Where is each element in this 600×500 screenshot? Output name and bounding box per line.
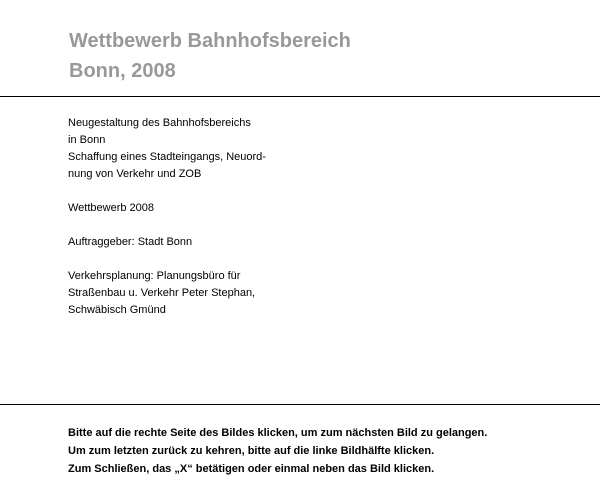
page-title-line-1: Wettbewerb Bahnhofsbereich bbox=[69, 30, 351, 52]
client-text: Auftraggeber: Stadt Bonn bbox=[68, 236, 193, 248]
instruction-previous: Um zum letzten zurück zu kehren, bitte auf die linke Bildhälfte klicken. bbox=[68, 445, 435, 457]
page-title-line-2: Bonn, 2008 bbox=[69, 60, 176, 82]
project-line: in Bonn bbox=[68, 134, 106, 146]
competition-year bbox=[68, 200, 368, 217]
client-info bbox=[68, 234, 368, 251]
project-line: Schaffung eines Stadteingangs, Neuord- bbox=[68, 151, 266, 163]
project-line: nung von Verkehr und ZOB bbox=[68, 168, 202, 180]
project-summary bbox=[68, 115, 368, 183]
page-title bbox=[69, 26, 351, 86]
traffic-planning-info bbox=[68, 268, 368, 319]
bottom-divider bbox=[0, 404, 600, 405]
instruction-next: Bitte auf die rechte Seite des Bildes klicken, um zum nächsten Bild zu gelangen. bbox=[68, 427, 488, 439]
traffic-line: Schwäbisch Gmünd bbox=[68, 304, 166, 316]
instruction-close: Zum Schließen, das „X“ betätigen oder einmal neben das Bild klicken. bbox=[68, 463, 435, 475]
header bbox=[0, 0, 600, 96]
navigation-instructions bbox=[68, 424, 588, 478]
traffic-line: Straßenbau u. Verkehr Peter Stephan, bbox=[68, 287, 256, 299]
project-line: Neugestaltung des Bahnhofsbereichs bbox=[68, 117, 251, 129]
competition-text: Wettbewerb 2008 bbox=[68, 202, 155, 214]
project-description bbox=[68, 115, 368, 336]
traffic-line: Verkehrsplanung: Planungsbüro für bbox=[68, 270, 241, 282]
